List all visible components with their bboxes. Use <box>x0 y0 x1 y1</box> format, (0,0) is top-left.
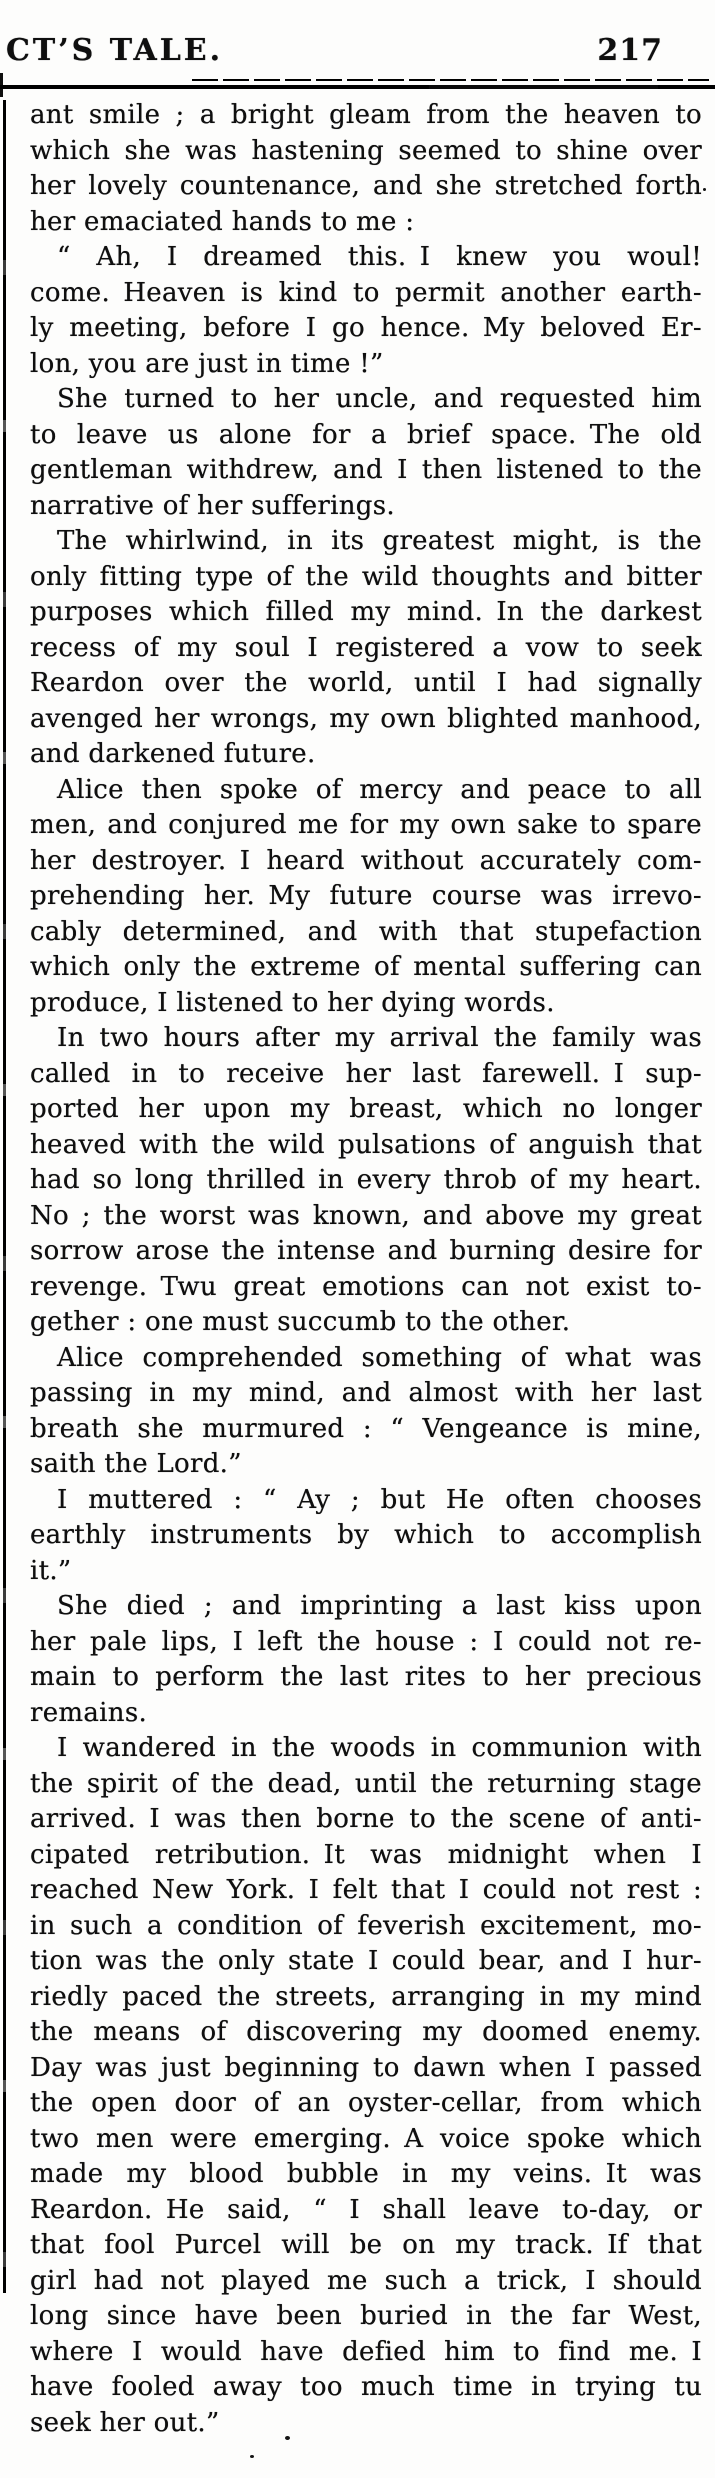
text-line: earthly instruments by which to accomplish <box>30 1520 702 1550</box>
text-line: Reardon. He said, “ I shall leave to-day, or <box>30 2194 702 2225</box>
text-line: that fool Purcel will be on my track. If that <box>30 2230 702 2260</box>
text-line: which she was hastening seemed to shine over <box>30 135 702 166</box>
text-line: it.” <box>30 1555 72 1586</box>
header-rule <box>0 85 715 89</box>
text-line: cipated retribution. It was midnight when I <box>30 1839 702 1870</box>
paragraph <box>30 1731 702 2441</box>
scan-speck <box>250 2455 254 2458</box>
text-line: ant smile ; a bright gleam from the heaven to <box>30 100 702 130</box>
text-line: tion was the only state I could bear, and I hur- <box>30 1946 702 1976</box>
text-line: to leave us alone for a brief space. The old <box>30 419 702 450</box>
text-line: come. Heaven is kind to permit another earth- <box>30 277 702 308</box>
text-line: sorrow arose the intense and burning desire for <box>30 1236 702 1266</box>
text-line: ported her upon my breast, which no longer <box>30 1094 702 1124</box>
text-line: had so long thrilled in every throb of my heart. <box>30 1165 702 1195</box>
text-line: made my blood bubble in my veins. It was <box>30 2159 702 2189</box>
text-line: have fooled away too much time in trying tu <box>30 2372 702 2402</box>
text-line: Reardon over the world, until I had signally <box>30 668 702 698</box>
paragraph <box>30 524 702 773</box>
text-line: Day was just beginning to dawn when I passed <box>30 2052 702 2083</box>
text-line: breath she murmured : “ Vengeance is mine, <box>30 1413 702 1444</box>
text-line: produce, I listened to her dying words. <box>30 987 555 1018</box>
page-body <box>30 98 702 2441</box>
text-line: called in to receive her last farewell. I sup- <box>30 1058 702 1089</box>
text-line: her emaciated hands to me : <box>30 206 415 237</box>
text-line: her lovely countenance, and she stretched forth <box>30 171 702 201</box>
page-edge-line <box>3 100 6 2293</box>
text-line: girl had not played me such a trick, I should <box>30 2265 702 2296</box>
text-line: heaved with the wild pulsations of anguish that <box>30 1129 702 1160</box>
text-line: gether : one must succumb to the other. <box>30 1307 571 1337</box>
text-line: The whirlwind, in its greatest might, is the <box>57 526 702 556</box>
text-line: which only the extreme of mental suffering can <box>30 952 702 982</box>
header-rule-shadow <box>192 79 709 81</box>
text-line: only fitting type of the wild thoughts and bitter <box>30 561 702 592</box>
text-line: I wandered in the woods in communion with <box>57 1733 702 1763</box>
paragraph <box>30 1341 702 1483</box>
text-line: long since have been buried in the far West, <box>30 2301 702 2331</box>
text-line: revenge. Twu great emotions can not exist to- <box>30 1271 702 1302</box>
text-line: arrived. I was then borne to the scene of anti- <box>30 1804 702 1834</box>
scan-speck <box>703 188 706 191</box>
text-line: remains. <box>30 1697 148 1728</box>
text-line: reached New York. I felt that I could not rest : <box>30 1875 702 1905</box>
text-line: In two hours after my arrival the family was <box>57 1023 702 1053</box>
paragraph <box>30 98 702 240</box>
paragraph <box>30 382 702 524</box>
text-line: and darkened future. <box>30 739 316 769</box>
paragraph <box>30 773 702 1022</box>
text-line: passing in my mind, and almost with her last <box>30 1378 702 1408</box>
text-line: recess of my soul I registered a vow to seek <box>30 632 702 663</box>
text-line: “ Ah, I dreamed this. I knew you woul! <box>57 242 702 272</box>
text-line: seek her out.” <box>30 2407 220 2438</box>
paragraph <box>30 1021 702 1341</box>
text-line: No ; the worst was known, and above my great <box>30 1200 702 1231</box>
text-line: in such a condition of feverish excitement, mo- <box>30 1910 702 1941</box>
text-line: purposes which filled my mind. In the darkest <box>30 597 702 627</box>
text-line: saith the Lord.” <box>30 1449 242 1479</box>
text-line: her destroyer. I heard without accurately com- <box>30 845 702 876</box>
paragraph <box>30 240 702 382</box>
text-line: the means of discovering my doomed enemy. <box>30 2017 702 2047</box>
paragraph <box>30 1589 702 1731</box>
text-line: where I would have defied him to find me. I <box>30 2336 702 2367</box>
text-line: the spirit of the dead, until the returning stage <box>30 1768 702 1799</box>
running-head <box>0 33 715 67</box>
text-line: Alice then spoke of mercy and peace to all <box>57 774 702 805</box>
text-line: avenged her wrongs, my own blighted manhood, <box>30 703 702 734</box>
text-line: lon, you are just in time !” <box>30 348 384 379</box>
text-line: She turned to her uncle, and requested him <box>57 384 702 414</box>
page-number: 217 <box>597 33 663 68</box>
text-line: two men were emerging. A voice spoke which <box>30 2123 702 2154</box>
running-title: CT’S TALE. <box>6 33 224 68</box>
text-line: her pale lips, I left the house : I could not re- <box>30 1626 702 1657</box>
text-line: riedly paced the streets, arranging in my mind <box>30 1981 702 2012</box>
text-line: men, and conjured me for my own sake to spare <box>30 810 702 840</box>
text-line: narrative of her sufferings. <box>30 490 395 521</box>
scan-speck <box>285 2436 290 2440</box>
text-line: Alice comprehended something of what was <box>57 1342 702 1373</box>
text-line: She died ; and imprinting a last kiss upon <box>57 1591 702 1621</box>
text-line: main to perform the last rites to her precious <box>30 1662 702 1692</box>
text-line: gentleman withdrew, and I then listened to the <box>30 455 702 485</box>
text-line: ly meeting, before I go hence. My beloved Er- <box>30 313 702 343</box>
text-line: the open door of an oyster-cellar, from which <box>30 2088 702 2118</box>
text-line: I muttered : “ Ay ; but He often chooses <box>57 1484 702 1515</box>
text-line: prehending her. My future course was irrevo- <box>30 881 702 911</box>
text-line: cably determined, and with that stupefaction <box>30 916 702 947</box>
paragraph <box>30 1483 702 1590</box>
